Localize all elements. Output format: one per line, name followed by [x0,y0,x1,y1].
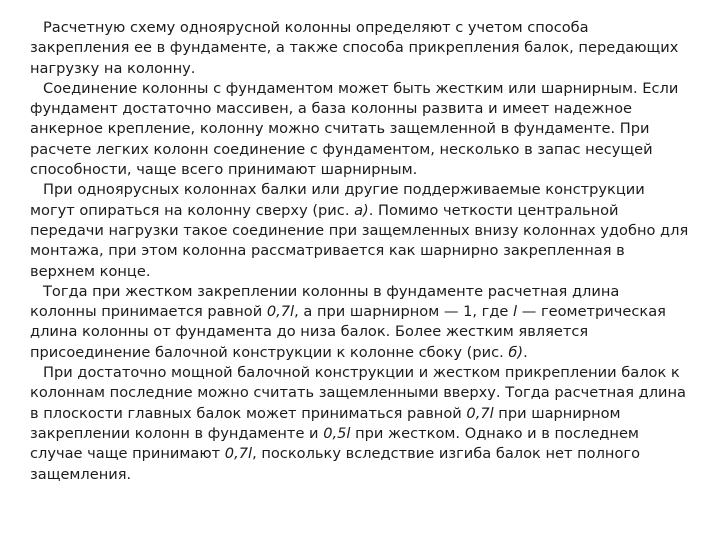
figure-ref-a: а) [354,201,369,219]
text-segment: . [523,343,528,361]
paragraph-5 [30,363,690,485]
text-segment: Тогда при жестком закреплении колонны в фундаменте расчетная длина колонны принимается равной [30,282,620,321]
text-segment: При достаточно мощной балочной конструкции и жестком прикреплении балок к колоннам последние можно считать защемленными вверху. Тогда расчетная длина в плоскости главных балок может приниматься равной [30,364,686,422]
text-segment: — геометрическая длина колонны от фундамента до низа балок. Более жестким является присоединение балочной конструкции к колонне сбоку (рис. [30,303,666,361]
formula-0-5l: 0,5l [323,424,351,442]
paragraph-3 [30,180,690,281]
formula-0-7l: 0,7l [266,303,295,321]
figure-ref-b: б) [508,343,524,361]
formula-0-7l: 0,7l [224,445,253,463]
text-segment: Расчетную схему одноярусной колонны определяют с учетом способа закрепления ее в фундаменте, а также способа прикрепления балок, передающих нагрузку на колонну. [30,19,679,77]
document-body [30,18,690,485]
text-segment: . Помимо четкости центральной передачи нагрузки такое соединение при защемленных внизу колоннах удобно для монтажа, при этом колонна рассматривается как шарнирно закрепленная в верхнем конце. [30,201,689,280]
text-segment: Соединение колонны с фундаментом может быть жестким или шарнирным. Если фундамент достаточно массивен, а база колонны развита и имеет надежное анкерное крепление, колонну можно считать защемленной в фундаменте. При расчете легких колонн соединение с фундаментом, несколько в запас несущей способности, чаще всего принимают шарнирным. [30,79,679,179]
text-segment: , поскольку вследствие изгиба балок нет полного защемления. [30,445,641,483]
paragraph-1 [30,18,690,79]
formula-0-7l: 0,7l [466,404,494,422]
text-segment: при жестком. Однако и в последнем случае чаще принимают [30,424,639,463]
paragraph-2 [30,79,690,180]
text-segment: при шарнирном закреплении колонн в фундаменте и [30,404,621,442]
paragraph-4 [30,282,690,363]
text-segment: При одноярусных колоннах балки или другие поддерживаемые конструкции могут опираться на колонну сверху (рис. [30,181,645,219]
text-segment: , а при шарнирном — 1, где [294,303,514,321]
formula-l: l [513,303,518,321]
